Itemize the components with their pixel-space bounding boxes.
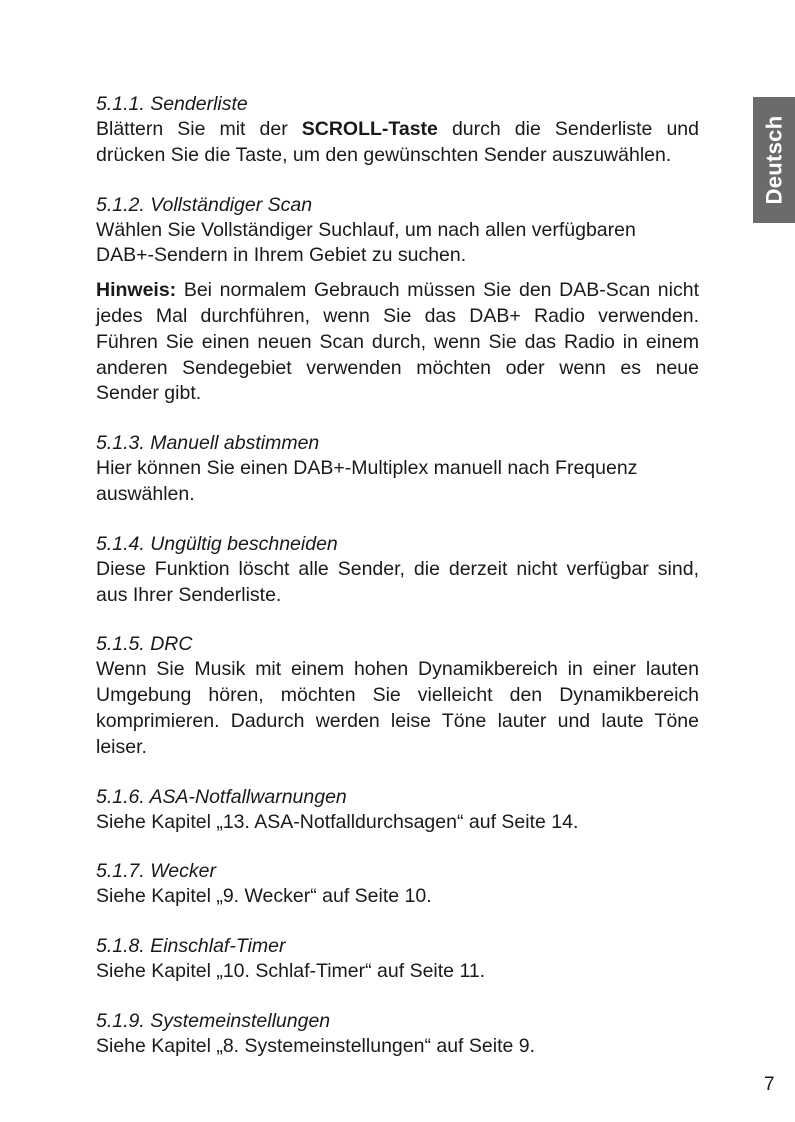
section-manual-tuning <box>96 430 699 508</box>
section-heading: 5.1.8. Einschlaf-Timer <box>96 935 286 958</box>
section-heading: 5.1.2. Vollständiger Scan <box>96 193 313 216</box>
section-system-settings <box>96 1008 699 1060</box>
section-prune-invalid <box>96 531 699 609</box>
section-body: Siehe Kapitel „10. Schlaf-Timer“ auf Seite 11. <box>96 960 486 983</box>
language-tab-label: Deutsch <box>761 115 786 205</box>
section-heading: 5.1.3. Manuell abstimmen <box>96 432 320 455</box>
section-body: Wenn Sie Musik mit einem hohen Dynamikbereich in einer lauten Umgebung hören, möchten Sie vielleicht den Dynamikbereich komprimieren. Dadurch werden leise Töne lauter und laute Töne leiser. <box>96 658 699 758</box>
section-body <box>96 117 699 169</box>
section-body: Siehe Kapitel „13. ASA-Notfalldurchsagen“ auf Seite 14. <box>96 810 579 833</box>
section-heading: 5.1.9. Systemeinstellungen <box>96 1009 331 1032</box>
body-text: Blättern Sie mit der <box>96 118 302 140</box>
section-heading: 5.1.6. ASA-Notfallwarnungen <box>96 785 347 808</box>
section-asa-warnings <box>96 784 699 836</box>
body-text: durch die Senderliste und drücken Sie die Taste, um den gewünschten Sender auszuwählen. <box>96 118 699 166</box>
section-heading: 5.1.7. Wecker <box>96 860 216 883</box>
scroll-key-label: SCROLL-Taste <box>301 118 438 140</box>
section-body: Wählen Sie Vollständiger Suchlauf, um nach allen verfügbaren DAB+-Sendern in Ihrem Gebiet zu suchen. <box>96 218 636 267</box>
page-number: 7 <box>764 1074 775 1095</box>
section-body: Siehe Kapitel „9. Wecker“ auf Seite 10. <box>96 885 432 908</box>
note-text: Bei normalem Gebrauch müssen Sie den DAB-Scan nicht jedes Mal durchführen, wenn Sie das DAB+ Radio verwenden. Führen Sie einen neuen Scan durch, wenn Sie das Radio in einem anderen Sendegebiet verwenden möchten oder wenn es neue Sender gibt. <box>96 279 699 405</box>
section-heading: 5.1.5. DRC <box>96 633 193 656</box>
language-tab <box>753 97 795 223</box>
section-alarm <box>96 858 699 910</box>
section-body: Siehe Kapitel „8. Systemeinstellungen“ auf Seite 9. <box>96 1034 536 1057</box>
section-body: Diese Funktion löscht alle Sender, die derzeit nicht verfügbar sind, aus Ihrer Senderliste. <box>96 557 699 606</box>
manual-page-content <box>96 91 699 1083</box>
section-heading: 5.1.1. Senderliste <box>96 93 248 115</box>
note-paragraph <box>96 278 699 407</box>
section-full-scan <box>96 192 699 408</box>
section-body: Hier können Sie einen DAB+-Multiplex manuell nach Frequenz auswählen. <box>96 457 638 505</box>
section-drc <box>96 631 699 760</box>
note-label: Hinweis: <box>96 279 177 302</box>
section-sleep-timer <box>96 933 699 985</box>
section-senderliste <box>96 91 699 169</box>
section-heading: 5.1.4. Ungültig beschneiden <box>96 532 338 555</box>
